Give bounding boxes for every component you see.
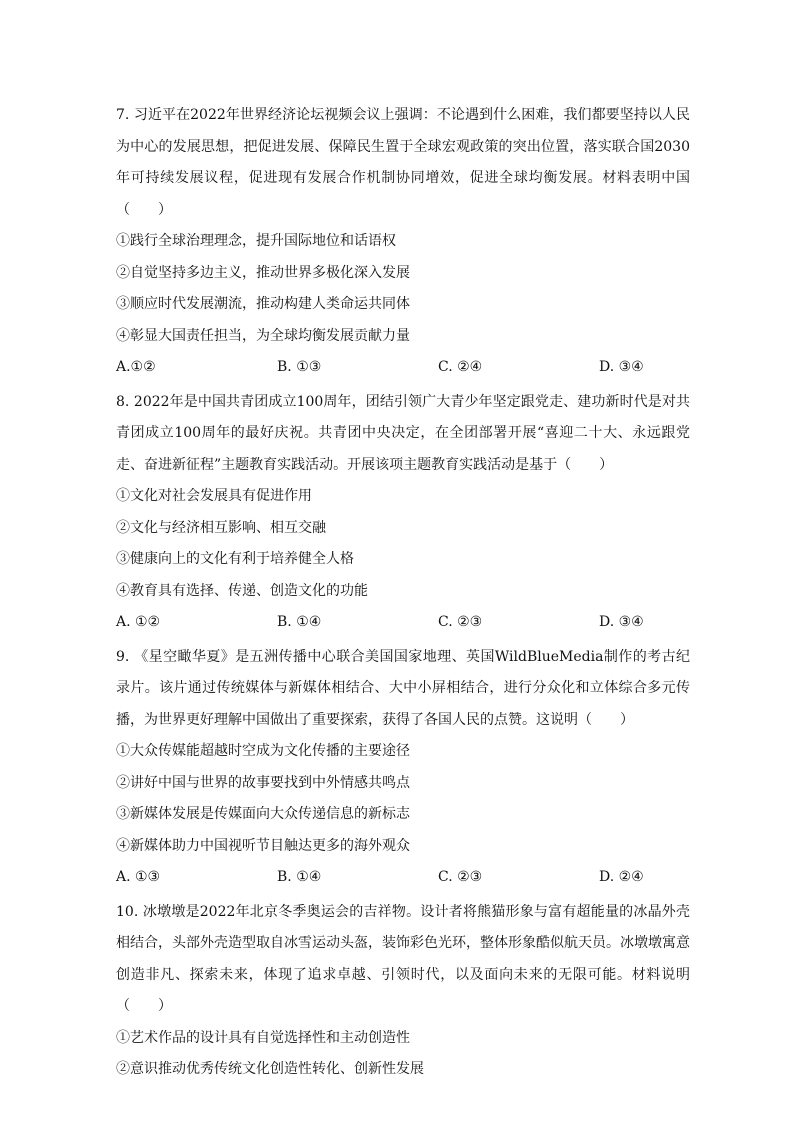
option-1: ①文化对社会发展具有促进作用 bbox=[116, 488, 312, 504]
choice-a[interactable]: A. ①③ bbox=[116, 869, 161, 885]
question-stem: 10. 冰墩墩是2022年北京冬季奥运会的吉祥物。设计者将熊猫形象与富有超能量的冰晶外壳相结合，头部外壳造型取自冰雪运动头盔，装饰彩色光环，整体形象酷似航天员。冰墩墩寓意创造非凡、探索未来，体现了追求卓越、引领时代，以及面向未来的无限可能。材料说明（ ） bbox=[116, 903, 690, 1014]
question-8 bbox=[116, 387, 690, 639]
question-10 bbox=[116, 897, 690, 1086]
option-3: ③新媒体发展是传媒面向大众传递信息的新标志 bbox=[116, 806, 410, 822]
question-9 bbox=[116, 642, 690, 894]
choice-c[interactable]: C. ②③ bbox=[438, 614, 483, 630]
answer-choices bbox=[116, 352, 690, 384]
question-stem: 8. 2022年是中国共青团成立100周年，团结引领广大青少年坚定跟党走、建功新时代是对共青团成立100周年的最好庆祝。共青团中央决定，在全团部署开展“喜迎二十大、永远跟党走、奋进新征程”主题教育实践活动。开展该项主题教育实践活动是基于（ ） bbox=[116, 393, 690, 473]
option-2: ②意识推动优秀传统文化创造性转化、创新性发展 bbox=[116, 1061, 424, 1077]
option-4: ④新媒体助力中国视听节目触达更多的海外观众 bbox=[116, 837, 410, 854]
option-1: ①践行全球治理理念，提升国际地位和话语权 bbox=[116, 233, 396, 249]
choice-c[interactable]: C. ②③ bbox=[438, 869, 483, 885]
choice-d[interactable]: D. ③④ bbox=[599, 359, 644, 375]
option-1: ①大众传媒能超越时空成为文化传播的主要途径 bbox=[116, 743, 410, 759]
option-2: ②讲好中国与世界的故事要找到中外情感共鸣点 bbox=[116, 774, 410, 791]
choice-b[interactable]: B. ①③ bbox=[277, 359, 322, 375]
option-3: ③顺应时代发展潮流，推动构建人类命运共同体 bbox=[116, 296, 410, 312]
choice-a[interactable]: A.①② bbox=[116, 359, 156, 375]
exam-page bbox=[116, 100, 690, 1086]
option-2: ②文化与经济相互影响、相互交融 bbox=[116, 519, 326, 536]
option-1: ①艺术作品的设计具有自觉选择性和主动创造性 bbox=[116, 1029, 410, 1046]
option-4: ④彰显大国责任担当，为全球均衡发展贡献力量 bbox=[116, 327, 410, 344]
choice-b[interactable]: B. ①④ bbox=[277, 869, 322, 885]
option-2: ②自觉坚持多边主义，推动世界多极化深入发展 bbox=[116, 264, 410, 281]
choice-b[interactable]: B. ①④ bbox=[277, 614, 322, 630]
choice-d[interactable]: D. ③④ bbox=[599, 614, 644, 630]
choice-c[interactable]: C. ②④ bbox=[438, 359, 483, 375]
question-stem: 9. 《星空瞰华夏》是五洲传播中心联合美国国家地理、英国WildBlueMedia制作的考古纪录片。该片通过传统媒体与新媒体相结合、大中小屏相结合，进行分众化和立体综合多元传播，为世界更好理解中国做出了重要探索，获得了各国人民的点赞。这说明（ ） bbox=[116, 648, 690, 728]
choice-a[interactable]: A. ①② bbox=[116, 614, 161, 630]
answer-choices bbox=[116, 862, 690, 894]
question-stem: 7. 习近平在2022年世界经济论坛视频会议上强调：不论遇到什么困难，我们都要坚持以人民为中心的发展思想，把促进发展、保障民生置于全球宏观政策的突出位置，落实联合国2030年可持续发展议程，促进现有发展合作机制协同增效，促进全球均衡发展。材料表明中国（ ） bbox=[116, 107, 690, 218]
answer-choices bbox=[116, 607, 690, 639]
question-7 bbox=[116, 100, 690, 384]
option-3: ③健康向上的文化有利于培养健全人格 bbox=[116, 551, 354, 567]
choice-d[interactable]: D. ②④ bbox=[599, 869, 644, 885]
option-4: ④教育具有选择、传递、创造文化的功能 bbox=[116, 582, 368, 599]
